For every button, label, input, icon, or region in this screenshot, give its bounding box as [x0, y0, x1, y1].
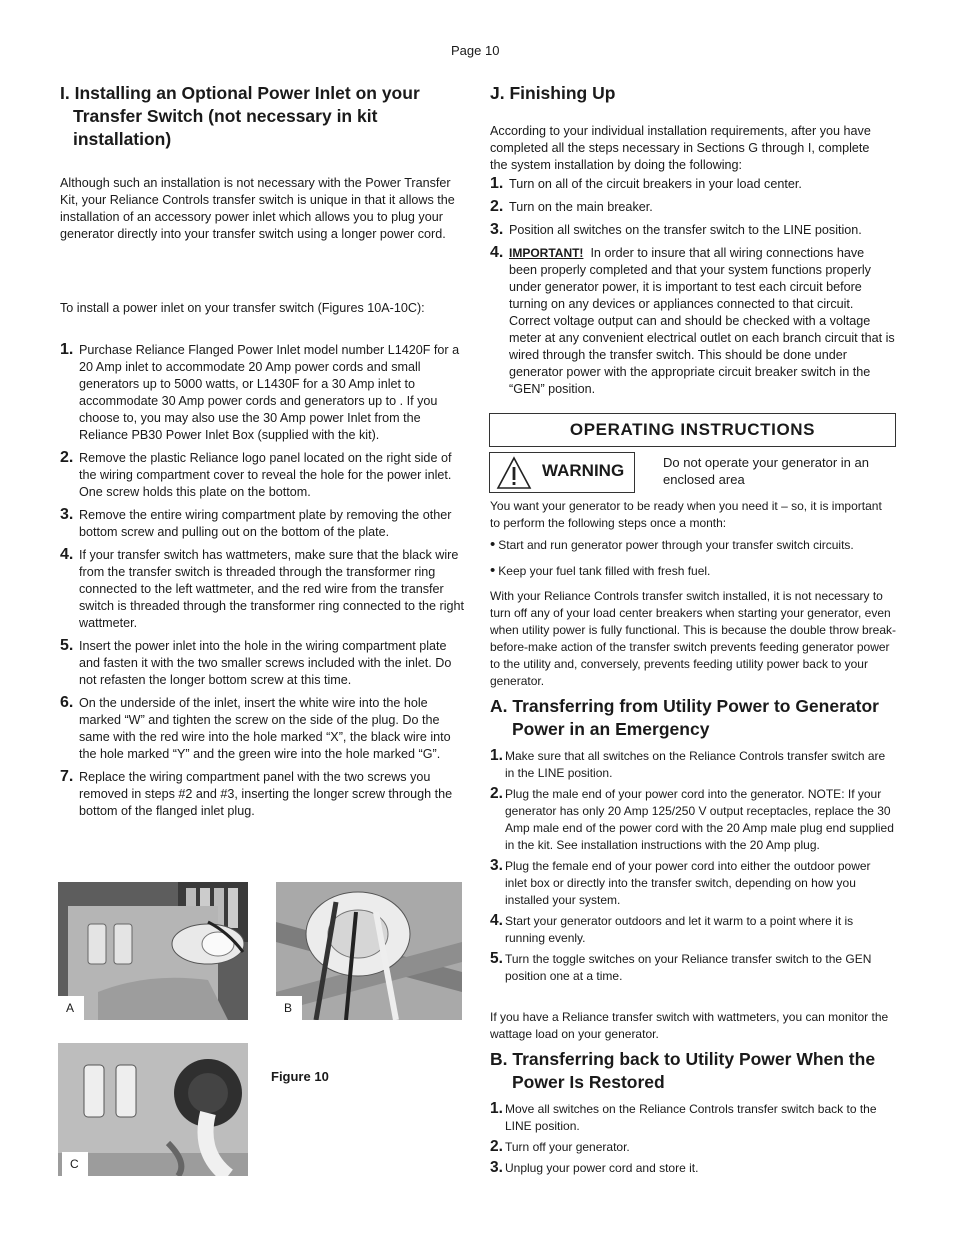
figure-10b-photo	[276, 882, 462, 1020]
section-b-heading-line2: Power Is Restored	[512, 1072, 665, 1092]
section-a-heading-line2: Power in an Emergency	[512, 719, 710, 739]
bullet-icon: •	[490, 562, 496, 579]
list-item	[60, 547, 468, 632]
step-number: 3.	[490, 221, 504, 238]
step-number: 2.	[490, 198, 504, 215]
step-number: 3.	[60, 506, 74, 523]
section-b-heading-line1: B. Transferring back to Utility Power When the	[490, 1049, 876, 1069]
step-number: 4.	[490, 244, 504, 261]
page-number: Page 10	[451, 43, 500, 58]
list-item	[490, 748, 895, 782]
bullet-text: Start and run generator power through your transfer switch circuits.	[498, 538, 854, 552]
step-number: 5.	[60, 637, 74, 654]
figure-10b-image	[276, 882, 462, 1020]
step-number: 2.	[490, 1138, 503, 1155]
figure-10a-photo	[58, 882, 248, 1020]
list-item	[60, 507, 468, 541]
operating-para1: You want your generator to be ready when you need it – so, it is important to perform the following steps once a month:	[490, 499, 882, 530]
step-number: 1.	[490, 175, 504, 192]
step-text: Position all switches on the transfer switch to the LINE position.	[509, 223, 862, 237]
section-j-intro: According to your individual installation requirements, after you have completed all the steps necessary in Sections G through I, complete the system installation by doing the following:	[490, 124, 871, 172]
section-j-steps	[490, 176, 895, 398]
step-number: 1.	[490, 1100, 503, 1117]
step-text: Insert the power inlet into the hole in the wiring compartment plate and fasten it with the two smaller screws included with the inlet. Do not refasten the longer bottom screw at this time.	[79, 639, 452, 687]
section-i-heading-line3: installation)	[73, 129, 172, 149]
section-a-steps	[490, 748, 895, 985]
step-text: Make sure that all switches on the Reliance Controls transfer switch are in the LINE position.	[505, 749, 886, 780]
section-i-steps	[60, 342, 468, 820]
step-text: Turn on the main breaker.	[509, 200, 653, 214]
figure-10c-photo	[58, 1043, 248, 1176]
step-text: Replace the wiring compartment panel with the two screws you removed in steps #2 and #3, inserting the longer screw through the bottom of the flanged inlet plug.	[79, 770, 453, 818]
step-text: On the underside of the inlet, insert the white wire into the hole marked “W” and tighten the screw on the side of the plug. Do the same with the red wire into the hole marked “X”, the black wire into the hole marked “Y” and the green wire into the hole marked “G”.	[79, 696, 451, 761]
bullet-item	[490, 562, 890, 580]
step-number: 5.	[490, 950, 503, 967]
figure-10a-image	[58, 882, 248, 1020]
list-item	[60, 450, 468, 501]
step-number: 2.	[60, 449, 74, 466]
bullet-icon: •	[490, 536, 496, 553]
step-number: 7.	[60, 768, 74, 785]
step-text: Turn on all of the circuit breakers in your load center.	[509, 177, 802, 191]
list-item	[490, 199, 895, 216]
step-text: Purchase Reliance Flanged Power Inlet model number L1420F for a 20 Amp inlet to accommodate 20 Amp power cords and small generators up to 5000 watts, or L1430F for a 30 Amp inlet to accommodate 30 Amp power cords and generators up to . If you choose to, you may also use the 30 Amp power Inlet from the Reliance PB30 Power Inlet Box (supplied with the kit).	[79, 343, 460, 442]
section-i-intro: Although such an installation is not necessary with the Power Transfer Kit, your Reliance Controls transfer switch is unique in that it allows the installation of an accessory power inlet which allows you to plug your generator directly into your transfer switch using a longer power cord.	[60, 176, 455, 241]
section-j-heading: J. Finishing Up	[490, 83, 616, 103]
section-i-heading-line1: I. Installing an Optional Power Inlet on your	[60, 83, 420, 103]
step-number: 4.	[60, 546, 74, 563]
list-item	[490, 913, 895, 947]
figure-label-b: B	[276, 996, 302, 1020]
step-text: Remove the entire wiring compartment plate by removing the other bottom screw and pulling out on the bottom of the plate.	[79, 508, 452, 539]
section-b-steps	[490, 1101, 895, 1177]
step-text: Turn off your generator.	[505, 1140, 630, 1154]
list-item	[490, 951, 895, 985]
section-a-heading	[490, 695, 910, 741]
step-number: 2.	[490, 785, 503, 802]
list-item	[60, 342, 468, 444]
section-b-heading	[490, 1048, 910, 1094]
warning-label: WARNING	[542, 461, 625, 480]
list-item	[60, 638, 468, 689]
list-item	[490, 1101, 895, 1135]
bullet-item	[490, 536, 890, 554]
figure-label-c: C	[62, 1152, 88, 1176]
step-text: Start your generator outdoors and let it warm to a point where it is running evenly.	[505, 914, 854, 945]
list-item	[60, 695, 468, 763]
section-i-heading-line2: Transfer Switch (not necessary in kit	[73, 106, 378, 126]
step-text: Plug the male end of your power cord into the generator. NOTE: If your generator has only 20 Amp 125/250 V output receptacles, replace the 30 Amp male end of the power cord with the 20 Amp male plug end supplied in the kit. See installation instructions with the 20 Amp plug.	[505, 787, 894, 852]
list-item	[490, 176, 895, 193]
section-a-heading-line1: A. Transferring from Utility Power to Generator	[490, 696, 879, 716]
step-number: 1.	[490, 747, 503, 764]
warning-triangle-icon	[496, 456, 532, 490]
important-label: IMPORTANT!	[509, 246, 584, 260]
list-item	[490, 1160, 895, 1177]
step-number: 6.	[60, 694, 74, 711]
step-text: If your transfer switch has wattmeters, make sure that the black wire from the transfer switch is threaded through the transformer ring connected to the left wattmeter, and the red wire from the transfer switch is threaded through the transformer ring connected to the right wattmeter.	[79, 548, 465, 630]
step-number: 3.	[490, 1159, 503, 1176]
figure-caption: Figure 10	[271, 1069, 329, 1084]
operating-instructions-banner: OPERATING INSTRUCTIONS	[489, 413, 896, 447]
section-a-note: If you have a Reliance transfer switch with wattmeters, you can monitor the wattage load on your generator.	[490, 1010, 889, 1041]
step-text: In order to insure that all wiring connections have been properly completed and that your system functions properly under generator power, it is important to test each circuit before turning on any devices or appliances connected to that circuit. Correct voltage output can and should be checked with a voltage meter at any convenient electrical outlet on each branch circuit that is wired through the transfer switch. This should be done under generator power with the appropriate circuit breaker switch in the “GEN” position.	[509, 246, 895, 396]
list-item	[490, 858, 895, 909]
step-text: Remove the plastic Reliance logo panel located on the right side of the wiring compartment cover to reveal the hole for the power inlet. One screw holds this plate on the bottom.	[79, 451, 452, 499]
list-item	[490, 222, 895, 239]
step-text: Move all switches on the Reliance Controls transfer switch back to the LINE position.	[505, 1102, 877, 1133]
figure-label-a: A	[58, 996, 84, 1020]
step-text: Unplug your power cord and store it.	[505, 1161, 699, 1175]
operating-para2: With your Reliance Controls transfer switch installed, it is not necessary to turn off any of your load center breakers when starting your generator, even when utility power is fully functional. This is because the double throw break-before-make action of the transfer switch prevents feeding generator power to the utility and, conversely, prevents feeding utility power back to your generator.	[490, 589, 896, 688]
list-item	[490, 786, 895, 854]
step-text: Turn the toggle switches on your Reliance transfer switch to the GEN position one at a time.	[505, 952, 872, 983]
warning-text: Do not operate your generator in an enclosed area	[663, 455, 869, 487]
step-number: 4.	[490, 912, 503, 929]
step-number: 1.	[60, 341, 74, 358]
section-i-heading	[60, 82, 480, 151]
warning-box	[489, 452, 635, 493]
list-item	[60, 769, 468, 820]
step-number: 3.	[490, 857, 503, 874]
list-item	[490, 245, 895, 398]
step-text: Plug the female end of your power cord into either the outdoor power inlet box or directly into the transfer switch, depending on how you installed your system.	[505, 859, 871, 907]
section-i-lead: To install a power inlet on your transfer switch (Figures 10A-10C):	[60, 301, 425, 315]
list-item	[490, 1139, 895, 1156]
bullet-text: Keep your fuel tank filled with fresh fuel.	[498, 564, 711, 578]
